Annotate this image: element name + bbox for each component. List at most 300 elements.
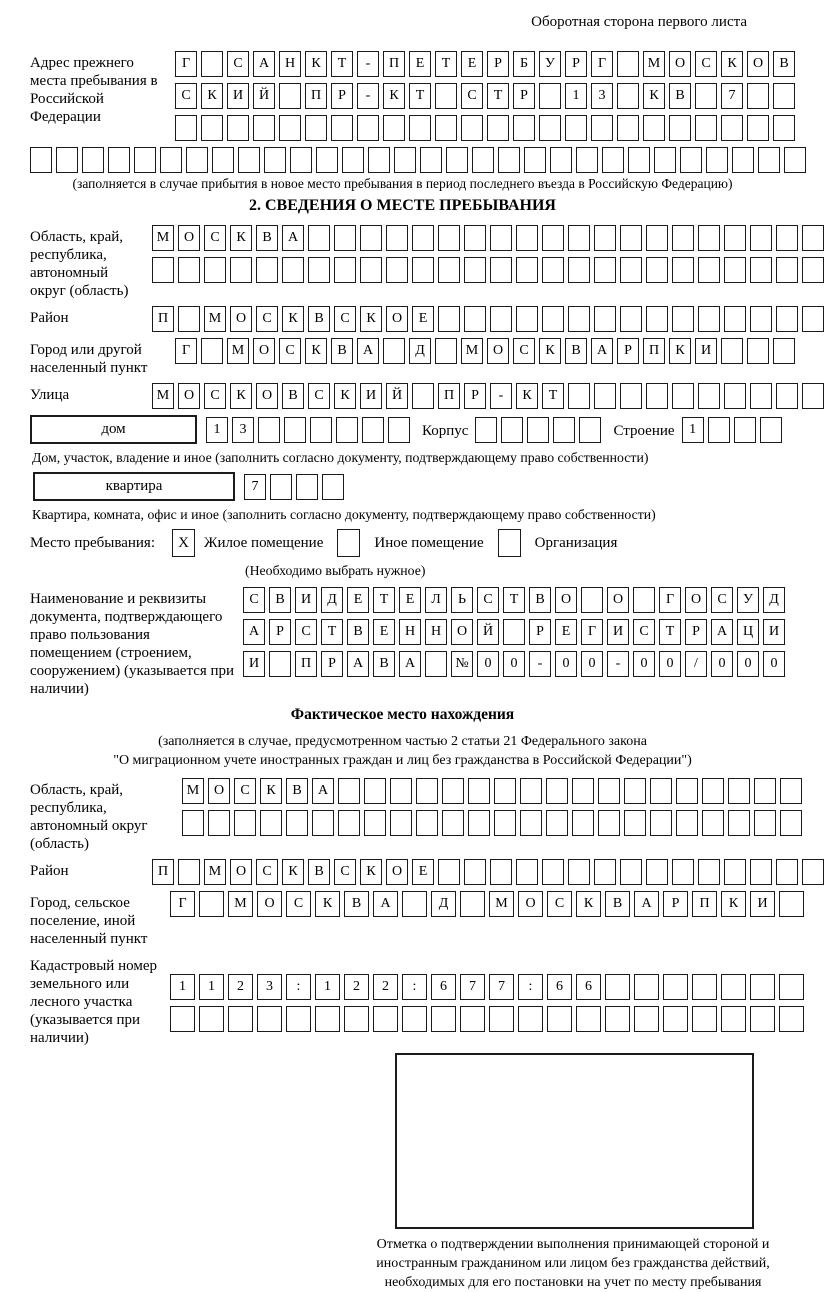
char-box bbox=[308, 257, 330, 283]
char-box bbox=[296, 474, 318, 500]
char-box bbox=[388, 417, 410, 443]
char-box: С bbox=[256, 859, 278, 885]
char-box bbox=[178, 859, 200, 885]
char-box: 3 bbox=[257, 974, 282, 1000]
char-box: А bbox=[711, 619, 733, 645]
char-box: / bbox=[685, 651, 707, 677]
fact-oblast-row-1 bbox=[182, 778, 802, 804]
stroenie-cells bbox=[682, 417, 782, 443]
char-box bbox=[286, 1006, 311, 1032]
char-box: К bbox=[282, 859, 304, 885]
char-box bbox=[338, 778, 360, 804]
char-box: С bbox=[334, 859, 356, 885]
char-box: 1 bbox=[315, 974, 340, 1000]
char-box: № bbox=[451, 651, 473, 677]
checkbox-inoe bbox=[337, 529, 360, 557]
char-box: Г bbox=[659, 587, 681, 613]
char-box bbox=[605, 1006, 630, 1032]
char-box bbox=[624, 810, 646, 836]
checkbox-organizatsiya bbox=[498, 529, 521, 557]
char-box bbox=[420, 147, 442, 173]
char-box bbox=[386, 257, 408, 283]
char-box bbox=[698, 257, 720, 283]
char-box bbox=[516, 859, 538, 885]
char-box: П bbox=[295, 651, 317, 677]
char-box bbox=[316, 147, 338, 173]
char-box bbox=[542, 306, 564, 332]
char-box bbox=[264, 147, 286, 173]
char-box bbox=[360, 225, 382, 251]
char-box: Д bbox=[763, 587, 785, 613]
prev-address-note: (заполняется в случае прибытия в новое место пребывания в период последнего въезда в Российскую Федерацию) bbox=[72, 176, 733, 191]
char-box bbox=[336, 417, 358, 443]
char-box bbox=[460, 1006, 485, 1032]
char-box bbox=[605, 974, 630, 1000]
char-box: К bbox=[230, 383, 252, 409]
char-box bbox=[322, 474, 344, 500]
char-box: Р bbox=[513, 83, 535, 109]
char-box: И bbox=[360, 383, 382, 409]
fact-gorod-row bbox=[170, 891, 804, 917]
raion-label: Район bbox=[30, 310, 69, 326]
char-box: С bbox=[204, 383, 226, 409]
char-box bbox=[802, 306, 824, 332]
char-box: К bbox=[383, 83, 405, 109]
char-box bbox=[776, 859, 798, 885]
char-box bbox=[672, 225, 694, 251]
char-box: - bbox=[490, 383, 512, 409]
char-box bbox=[784, 147, 806, 173]
char-box bbox=[750, 1006, 775, 1032]
char-box: Р bbox=[321, 651, 343, 677]
char-box: 1 bbox=[206, 417, 228, 443]
char-box: 0 bbox=[763, 651, 785, 677]
page-header-text: Оборотная сторона первого листа bbox=[531, 14, 747, 30]
char-box bbox=[646, 257, 668, 283]
char-box bbox=[802, 257, 824, 283]
char-box bbox=[520, 778, 542, 804]
char-box bbox=[487, 115, 509, 141]
char-box: М bbox=[228, 891, 253, 917]
char-box bbox=[542, 257, 564, 283]
kvartira-field-box: квартира bbox=[33, 472, 235, 501]
char-box bbox=[438, 859, 460, 885]
char-box bbox=[409, 115, 431, 141]
char-box: К bbox=[230, 225, 252, 251]
char-box bbox=[542, 859, 564, 885]
char-box bbox=[754, 778, 776, 804]
char-box bbox=[633, 587, 655, 613]
char-box: С bbox=[633, 619, 655, 645]
char-box bbox=[310, 417, 332, 443]
char-box: : bbox=[286, 974, 311, 1000]
fact-raion-block bbox=[30, 859, 775, 885]
char-box bbox=[334, 257, 356, 283]
char-box: В bbox=[256, 225, 278, 251]
char-box bbox=[776, 225, 798, 251]
kadastr-block bbox=[30, 954, 775, 1047]
char-box bbox=[178, 306, 200, 332]
gorod-row bbox=[175, 338, 795, 364]
char-box: Р bbox=[487, 51, 509, 77]
char-box bbox=[547, 1006, 572, 1032]
char-box: О bbox=[487, 338, 509, 364]
char-box bbox=[646, 859, 668, 885]
char-box: А bbox=[253, 51, 275, 77]
char-box bbox=[201, 338, 223, 364]
char-box bbox=[170, 1006, 195, 1032]
char-box: И bbox=[295, 587, 317, 613]
char-box bbox=[201, 51, 223, 77]
fact-oblast-label: Область, край, республика, автономный округ (область) bbox=[30, 782, 148, 852]
kadastr-label: Кадастровый номер земельного или лесного участка (указывается при наличии) bbox=[30, 958, 157, 1046]
char-box bbox=[475, 417, 497, 443]
char-box: К bbox=[315, 891, 340, 917]
char-box: С bbox=[334, 306, 356, 332]
dom-field-box: дом bbox=[30, 415, 197, 444]
char-box: 0 bbox=[711, 651, 733, 677]
char-box: В bbox=[773, 51, 795, 77]
char-box: К bbox=[669, 338, 691, 364]
char-box bbox=[724, 383, 746, 409]
char-box bbox=[568, 383, 590, 409]
char-box bbox=[724, 859, 746, 885]
char-box bbox=[516, 225, 538, 251]
dom-cells bbox=[206, 417, 410, 443]
char-box bbox=[698, 306, 720, 332]
char-box: С bbox=[695, 51, 717, 77]
char-box: 6 bbox=[576, 974, 601, 1000]
char-box: Т bbox=[321, 619, 343, 645]
char-box: С bbox=[461, 83, 483, 109]
char-box bbox=[650, 778, 672, 804]
char-box bbox=[234, 810, 256, 836]
char-box bbox=[308, 225, 330, 251]
char-box bbox=[539, 115, 561, 141]
char-box: Й bbox=[253, 83, 275, 109]
char-box bbox=[620, 383, 642, 409]
char-box: Т bbox=[542, 383, 564, 409]
char-box bbox=[472, 147, 494, 173]
char-box: М bbox=[227, 338, 249, 364]
char-box bbox=[108, 147, 130, 173]
char-box bbox=[672, 859, 694, 885]
char-box bbox=[175, 115, 197, 141]
char-box: С bbox=[477, 587, 499, 613]
char-box bbox=[279, 115, 301, 141]
char-box: С bbox=[295, 619, 317, 645]
char-box bbox=[779, 974, 804, 1000]
prev-address-block bbox=[30, 51, 789, 141]
char-box: Е bbox=[412, 859, 434, 885]
char-box: Т bbox=[331, 51, 353, 77]
char-box: Т bbox=[435, 51, 457, 77]
char-box bbox=[750, 225, 772, 251]
char-box bbox=[256, 257, 278, 283]
char-box: А bbox=[357, 338, 379, 364]
char-box bbox=[572, 778, 594, 804]
char-box bbox=[438, 257, 460, 283]
korpus-cells bbox=[475, 417, 601, 443]
char-box: Й bbox=[386, 383, 408, 409]
char-box bbox=[338, 810, 360, 836]
char-box: 3 bbox=[232, 417, 254, 443]
char-box bbox=[386, 225, 408, 251]
char-box bbox=[56, 147, 78, 173]
char-box bbox=[646, 383, 668, 409]
char-box: О bbox=[685, 587, 707, 613]
char-box: С bbox=[234, 778, 256, 804]
kvartira-note: Квартира, комната, офис и иное (заполнить согласно документу, подтверждающему право собственности) bbox=[32, 507, 656, 522]
char-box bbox=[750, 306, 772, 332]
option-organizatsiya-label: Организация bbox=[534, 534, 618, 551]
document-row-2 bbox=[243, 619, 785, 645]
char-box bbox=[464, 257, 486, 283]
char-box bbox=[524, 147, 546, 173]
char-box bbox=[692, 1006, 717, 1032]
fact-oblast-block bbox=[30, 778, 775, 853]
char-box: Д bbox=[409, 338, 431, 364]
char-box bbox=[435, 83, 457, 109]
char-box bbox=[802, 383, 824, 409]
char-box: Н bbox=[399, 619, 421, 645]
char-box: П bbox=[152, 859, 174, 885]
char-box: К bbox=[360, 859, 382, 885]
char-box: С bbox=[308, 383, 330, 409]
char-box bbox=[620, 257, 642, 283]
char-box bbox=[290, 147, 312, 173]
char-box bbox=[780, 810, 802, 836]
char-box: Б bbox=[513, 51, 535, 77]
char-box: В bbox=[565, 338, 587, 364]
char-box bbox=[617, 51, 639, 77]
char-box: С bbox=[711, 587, 733, 613]
char-box bbox=[30, 147, 52, 173]
char-box bbox=[760, 417, 782, 443]
char-box: Т bbox=[487, 83, 509, 109]
char-box bbox=[776, 383, 798, 409]
char-box: 3 bbox=[591, 83, 613, 109]
char-box: В bbox=[347, 619, 369, 645]
char-box: Т bbox=[659, 619, 681, 645]
char-box: Е bbox=[412, 306, 434, 332]
char-box: М bbox=[204, 306, 226, 332]
char-box bbox=[602, 147, 624, 173]
char-box bbox=[776, 257, 798, 283]
document-block bbox=[30, 587, 780, 698]
char-box bbox=[527, 417, 549, 443]
char-box: С bbox=[227, 51, 249, 77]
fact-raion-label: Район bbox=[30, 863, 69, 879]
char-box bbox=[680, 147, 702, 173]
char-box bbox=[520, 810, 542, 836]
char-box: А bbox=[282, 225, 304, 251]
char-box bbox=[253, 115, 275, 141]
prev-address-row-2 bbox=[175, 83, 795, 109]
char-box bbox=[750, 974, 775, 1000]
char-box: В bbox=[286, 778, 308, 804]
char-box bbox=[82, 147, 104, 173]
char-box bbox=[199, 1006, 224, 1032]
char-box bbox=[402, 1006, 427, 1032]
oblast-row-1 bbox=[152, 225, 824, 251]
char-box bbox=[672, 306, 694, 332]
char-box bbox=[695, 83, 717, 109]
char-box: И bbox=[763, 619, 785, 645]
char-box bbox=[228, 1006, 253, 1032]
char-box bbox=[357, 115, 379, 141]
char-box bbox=[394, 147, 416, 173]
kadastr-row-2 bbox=[170, 1006, 804, 1032]
char-box bbox=[227, 115, 249, 141]
char-box bbox=[620, 225, 642, 251]
char-box bbox=[779, 1006, 804, 1032]
char-box bbox=[695, 115, 717, 141]
char-box bbox=[663, 974, 688, 1000]
char-box: Р bbox=[331, 83, 353, 109]
char-box: В bbox=[529, 587, 551, 613]
char-box bbox=[620, 859, 642, 885]
char-box: 2 bbox=[373, 974, 398, 1000]
char-box bbox=[546, 778, 568, 804]
char-box bbox=[773, 115, 795, 141]
char-box: О bbox=[253, 338, 275, 364]
char-box bbox=[643, 115, 665, 141]
char-box: А bbox=[399, 651, 421, 677]
section2-title: 2. СВЕДЕНИЯ О МЕСТЕ ПРЕБЫВАНИЯ bbox=[249, 197, 556, 214]
mesto-prebyvaniya-block bbox=[30, 529, 775, 557]
char-box bbox=[438, 306, 460, 332]
char-box: П bbox=[438, 383, 460, 409]
char-box: Е bbox=[347, 587, 369, 613]
char-box: Р bbox=[269, 619, 291, 645]
char-box: М bbox=[204, 859, 226, 885]
kvartira-cells bbox=[244, 474, 344, 500]
char-box: Р bbox=[685, 619, 707, 645]
char-box bbox=[728, 778, 750, 804]
char-box: 6 bbox=[547, 974, 572, 1000]
char-box: Е bbox=[373, 619, 395, 645]
char-box bbox=[594, 859, 616, 885]
char-box bbox=[160, 147, 182, 173]
char-box: 1 bbox=[682, 417, 704, 443]
char-box: И bbox=[750, 891, 775, 917]
char-box bbox=[576, 1006, 601, 1032]
char-box bbox=[721, 1006, 746, 1032]
char-box bbox=[620, 306, 642, 332]
document-row-1 bbox=[243, 587, 785, 613]
char-box: - bbox=[357, 51, 379, 77]
char-box: Г bbox=[175, 338, 197, 364]
char-box bbox=[802, 859, 824, 885]
char-box: К bbox=[360, 306, 382, 332]
char-box: В bbox=[669, 83, 691, 109]
char-box bbox=[780, 778, 802, 804]
char-box: - bbox=[529, 651, 551, 677]
char-box: 2 bbox=[344, 974, 369, 1000]
char-box: 0 bbox=[581, 651, 603, 677]
char-box: Т bbox=[503, 587, 525, 613]
char-box bbox=[617, 115, 639, 141]
char-box bbox=[464, 306, 486, 332]
char-box bbox=[368, 147, 390, 173]
char-box bbox=[279, 83, 301, 109]
char-box: А bbox=[634, 891, 659, 917]
char-box bbox=[438, 225, 460, 251]
char-box: О bbox=[208, 778, 230, 804]
oblast-label: Область, край, республика, автономный округ (область) bbox=[30, 229, 129, 299]
char-box: П bbox=[383, 51, 405, 77]
char-box: Ь bbox=[451, 587, 473, 613]
char-box: М bbox=[182, 778, 204, 804]
char-box: Е bbox=[409, 51, 431, 77]
fact-notes bbox=[30, 732, 775, 770]
korpus-label: Корпус bbox=[422, 423, 469, 439]
prev-address-rows bbox=[175, 51, 795, 141]
char-box: К bbox=[305, 51, 327, 77]
char-box: У bbox=[539, 51, 561, 77]
char-box bbox=[212, 147, 234, 173]
char-box: Т bbox=[409, 83, 431, 109]
char-box bbox=[490, 859, 512, 885]
char-box bbox=[284, 417, 306, 443]
char-box: К bbox=[334, 383, 356, 409]
prev-address-row-4 bbox=[30, 147, 775, 173]
char-box: К bbox=[201, 83, 223, 109]
char-box bbox=[594, 383, 616, 409]
char-box: К bbox=[721, 51, 743, 77]
option-inoe-label: Иное помещение bbox=[374, 534, 484, 551]
char-box bbox=[568, 225, 590, 251]
char-box bbox=[773, 83, 795, 109]
char-box bbox=[669, 115, 691, 141]
char-box bbox=[431, 1006, 456, 1032]
char-box bbox=[568, 306, 590, 332]
char-box bbox=[490, 257, 512, 283]
char-box bbox=[565, 115, 587, 141]
char-box bbox=[591, 115, 613, 141]
char-box bbox=[568, 257, 590, 283]
char-box bbox=[698, 225, 720, 251]
gorod-label: Город или другой населенный пункт bbox=[30, 342, 148, 376]
fact-gorod-label: Город, сельское поселение, иной населенный пункт bbox=[30, 895, 148, 947]
char-box: У bbox=[737, 587, 759, 613]
char-box: О bbox=[669, 51, 691, 77]
char-box bbox=[732, 147, 754, 173]
char-box: : bbox=[518, 974, 543, 1000]
char-box: В bbox=[605, 891, 630, 917]
char-box bbox=[416, 778, 438, 804]
char-box bbox=[579, 417, 601, 443]
char-box bbox=[489, 1006, 514, 1032]
char-box bbox=[442, 810, 464, 836]
char-box: Г bbox=[175, 51, 197, 77]
char-box bbox=[692, 974, 717, 1000]
char-box bbox=[747, 83, 769, 109]
char-box: 7 bbox=[489, 974, 514, 1000]
char-box: И bbox=[227, 83, 249, 109]
option-zhiloe-label: Жилое помещение bbox=[204, 534, 324, 551]
char-box: 0 bbox=[633, 651, 655, 677]
char-box: О bbox=[257, 891, 282, 917]
char-box bbox=[553, 417, 575, 443]
char-box bbox=[257, 1006, 282, 1032]
prev-address-label: Адрес прежнего места пребывания в Российской Федерации bbox=[30, 55, 158, 125]
char-box bbox=[628, 147, 650, 173]
char-box bbox=[344, 1006, 369, 1032]
oblast-block bbox=[30, 225, 775, 300]
char-box bbox=[134, 147, 156, 173]
